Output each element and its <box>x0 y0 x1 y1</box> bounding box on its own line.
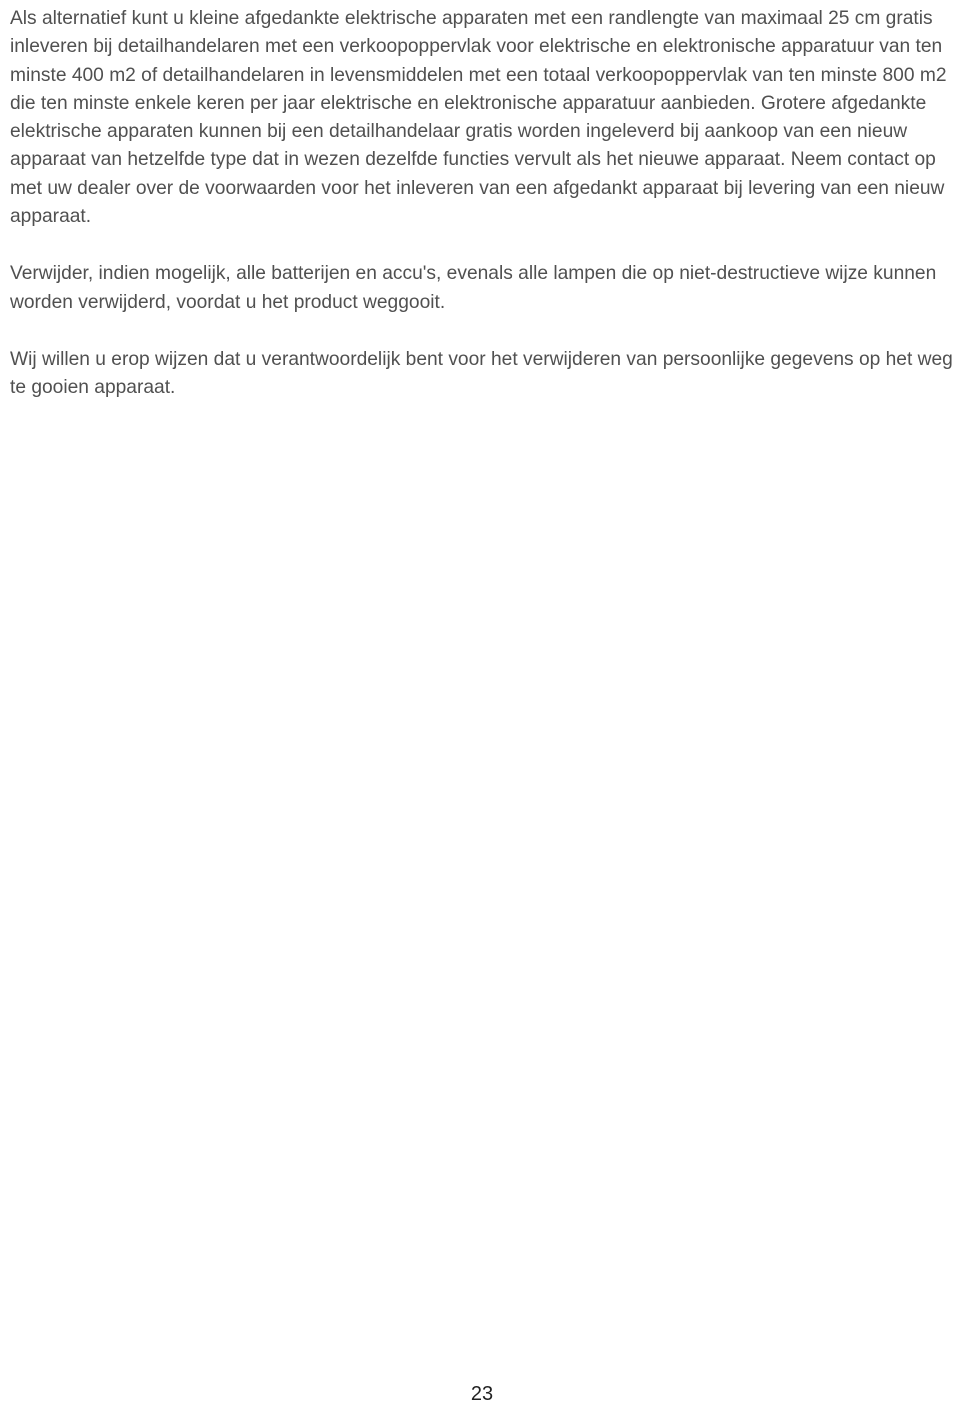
body-text <box>10 5 954 432</box>
paragraph-personal-data: Wij willen u erop wijzen dat u verantwoordelijk bent voor het verwijderen van persoonlijke gegevens op het weg te gooien apparaat. <box>10 348 953 399</box>
page-number: 23 <box>470 1383 494 1405</box>
paragraph-remove-batteries: Verwijder, indien mogelijk, alle batterijen en accu's, evenals alle lampen die op niet-destructieve wijze kunnen worden verwijderd, voordat u het product weggooit. <box>10 263 937 313</box>
paragraph-disposal-retailers: Als alternatief kunt u kleine afgedankte elektrische apparaten met een randlengte van maximaal 25 cm gratis inleveren bij detailhandelaren met een verkoopoppervlak voor elektrische en elektronische apparatuur van ten minste 400 m2 of detailhandelaren in levensmiddelen met een totaal verkoopoppervlak van ten minste 800 m2 die ten minste enkele keren per jaar elektrische en elektronische apparatuur aanbieden. Grotere afgedankte elektrische apparaten kunnen bij een detailhandelaar gratis worden ingeleverd bij aankoop van een nieuw apparaat van hetzelfde type dat in wezen dezelfde functies vervult als het nieuwe apparaat. Neem contact op met uw dealer over de voorwaarden voor het inleveren van een afgedankt apparaat bij levering van een nieuw apparaat. <box>10 8 947 228</box>
